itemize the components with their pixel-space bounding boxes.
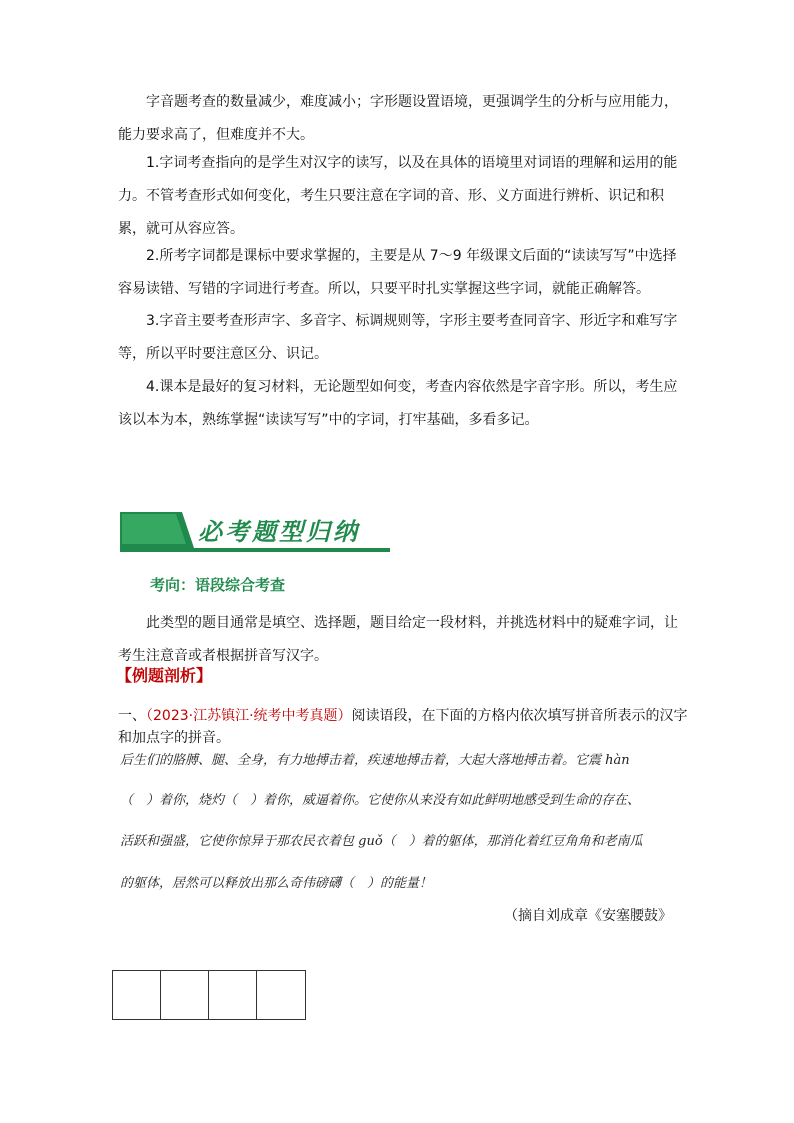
answer-cell-1[interactable] — [113, 971, 161, 1019]
intro-paragraph-1: 字音题考查的数量减少，难度减小；字形题设置语境，更强调学生的分析与应用能力，能力要求高了，但难度并不大。 — [118, 94, 678, 143]
section-description: 此类型的题目通常是填空、选择题，题目给定一段材料，并挑选材料中的疑难字词，让考生注意音或者根据拼音写汉字。 — [118, 615, 678, 664]
question-text: 阅读语段，在下面的方格内依次填写拼音所表示的汉字和加点字的拼音。 — [118, 708, 688, 746]
intro-paragraph-5: 4.课本是最好的复习材料，无论题型如何变，考查内容依然是字音字形。所以，考生应该以本为本，熟练掌握“读读写写”中的字词，打牢基础，多看多记。 — [118, 379, 678, 428]
answer-grid — [112, 970, 306, 1020]
intro-paragraph-4: 3.字音主要考查形声字、多音字、标调规则等，字形主要考查同音字、形近字和难写字等，所以平时要注意区分、识记。 — [118, 313, 678, 362]
answer-cell-2[interactable] — [161, 971, 209, 1019]
answer-cell-4[interactable] — [257, 971, 305, 1019]
intro-paragraph-2: 1.字词考查指向的是学生对汉字的读写，以及在具体的语境里对词语的理解和运用的能力。不管考查形式如何变化，考生只要注意在字词的音、形、义方面进行辨析、识记和积累，就可从容应答。 — [118, 155, 678, 237]
passage-line: 活跃和强盛，它使你惊异于那农民衣着包 guǒ（ ）着的躯体，那消化着红豆角角和老南瓜 — [120, 834, 643, 849]
question-source: （2023·江苏镇江·统考中考真题） — [146, 708, 352, 724]
section-banner — [120, 508, 392, 554]
question-stem — [118, 705, 698, 749]
banner-title: 必考题型归纳 — [198, 518, 360, 546]
intro-paragraph-3: 2.所考字词都是课标中要求掌握的，主要是从 7～9 年级课文后面的“读读写写”中选择容易读错、写错的字词进行考查。所以，只要平时扎实掌握这些字词，就能正确解答。 — [118, 248, 677, 297]
example-title: 【例题剖析】 — [116, 666, 213, 685]
section-heading: 考向：语段综合考查 — [150, 576, 286, 594]
passage-line: 后生们的胳膊、腿、全身，有力地搏击着，疾速地搏击着，大起大落地搏击着。它震 hàn — [120, 753, 630, 768]
passage-line: （ ）着你，烧灼（ ）着你，威逼着你。它使你从来没有如此鲜明地感受到生命的存在、 — [120, 793, 641, 808]
passage-source: （摘自刘成章《安塞腰鼓》 — [504, 908, 672, 924]
answer-cell-3[interactable] — [209, 971, 257, 1019]
question-number: 一、 — [118, 708, 146, 724]
passage-line: 的躯体，居然可以释放出那么奇伟磅礴（ ）的能量！ — [120, 876, 433, 891]
